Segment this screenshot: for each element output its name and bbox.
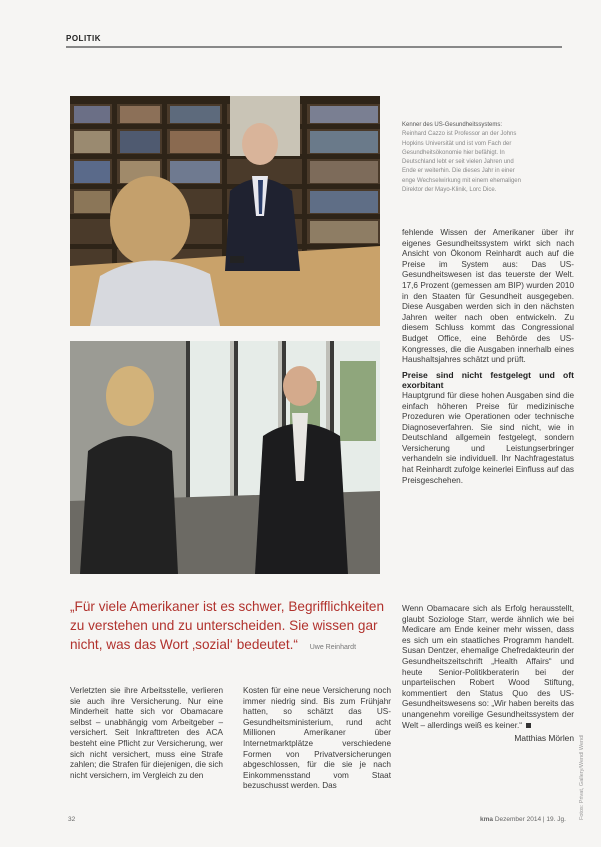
pull-quote (70, 597, 388, 657)
body-paragraph: fehlende Wissen der Amerikaner über ihr eigenes Gesundheitssystem wirkt sich nach Ansicht von Ökonom Reinhardt auch auf die Preise im System aus: Das US-Gesundheitswesen ist das teuerste der Welt. 17,6 Prozent (gemessen am BIP) wurden 2010 in den Staaten für Gesundheit ausgegeben. Diese Ausgaben werden sich in den nächsten Jahren weiter nach oben entwickeln. Zu diesem Schluss kommt das Congressional Budget Office, eine Behörde des US-Kongresses, die die Ausgaben innerhalb eines Haushaltsjahres schätzt und prüft. (402, 228, 574, 365)
header-rule (66, 46, 562, 48)
caption-line: Ende er weiterhin. Die dieses Jahr in einer (402, 168, 515, 175)
caption-line: Gesundheitsökonomie hier befähigt. In (402, 149, 505, 156)
right-column-lower (402, 604, 574, 744)
right-column (402, 228, 574, 486)
caption-line: Direktor der Mayo-Klinik, Lorc Dice. (402, 187, 497, 194)
issue-date: Dezember 2014 | 19. Jg. (494, 816, 566, 823)
body-paragraph: Wenn Obamacare sich als Erfolg herausstellt, glaubt Soziologe Starr, werde ähnlich wie bei Medicare am Ende keiner mehr wissen, dass es sich um ein staatliches Programm handelt. Susan Dentzer, ehemalige Chefredakteurin der Gesundheitszeitschrift „Health Affairs“ und heute Senior-Politikberaterin bei der unparteiischen Robert Wood Stiftung, kommentiert den Status Quo des US-Gesundheitswesens so: „Wir haben bereits das unangenehm voreilige Gesundheitssystem der Welt – allerdings weiß es keiner.“ (402, 604, 574, 730)
photo-credit: Fotos: Privat, Gallery/Wendl Wendl (579, 734, 585, 820)
body-paragraph: Kosten für eine neue Versicherung noch immer niedrig sind. Bis zum Frühjahr hatten, so schätzt das US-Gesundheitsministerium, rund acht Millionen Amerikaner über Internetmarktplätze verschiedene Formen von Privatversicherungen abgeschlossen, für die sie je nach Einkommensstand vom Staat bezuschusst werden. Das (243, 686, 391, 791)
magazine-name: kma (480, 816, 494, 823)
section-label: POLITIK (66, 34, 102, 43)
caption-line: Deutschland lebt er seit vielen Jahren und (402, 159, 514, 166)
photo-corridor-conversation (70, 341, 380, 574)
footer-issue (480, 816, 566, 823)
bottom-column-2 (243, 686, 391, 792)
caption-title: Kenner des US-Gesundheitssystems: (402, 122, 503, 128)
corridor-illustration (70, 341, 380, 574)
body-paragraph: Hauptgrund für diese hohen Ausgaben sind die einfach höheren Preise für medizinische Prozeduren wie Operationen oder technische Diagnoseverfahren. Sie sind nicht, wie in Deutschland allgemein festgelegt, sondern Versicherung und Leistungserbringer verhandeln sie individuell. Ihr Nachfragestatus hat Reinhardt zufolge keinerlei Einfluss auf das Preisgeschehen. (402, 390, 574, 485)
library-illustration (70, 96, 380, 326)
end-mark-icon (526, 723, 531, 728)
subheading: Preise sind nicht festgelegt und oft exorbitant (402, 369, 574, 391)
caption-line: Reinhard Cazzo ist Professor an der Johns (402, 131, 517, 138)
photo-caption (402, 121, 567, 195)
caption-line: Hopkins Universität und ist vom Fach der (402, 140, 512, 147)
caption-line: enge Wechselwirkung mit einem ehemaligen (402, 177, 521, 184)
photo-interview-library (70, 96, 380, 326)
author-name: Matthias Mörlen (514, 733, 574, 744)
page-number: 32 (68, 816, 76, 823)
bottom-column-1 (70, 686, 223, 781)
body-paragraph: Verletzten sie ihre Arbeitsstelle, verlieren sie auch ihre Versicherung. Nur eine Minderheit hatte sich vor Obamacare selbst – unabhängig vom Arbeitgeber – versichert. Seit Inkrafttreten des ACA besteht eine Pflicht zur Versicherung, wer sich nicht versichert, muss eine Strafe zahlen; die Strafen für diejenigen, die sich nicht versichern, im Vergleich zu den (70, 686, 223, 780)
quote-source: Uwe Reinhardt (309, 644, 357, 651)
quote-text: „Für viele Amerikaner ist es schwer, Begrifflichkeiten zu verstehen und zu unterscheiden. Sie wissen gar nicht, was das Wort ‚sozial‘ bedeutet.“ (70, 599, 385, 652)
